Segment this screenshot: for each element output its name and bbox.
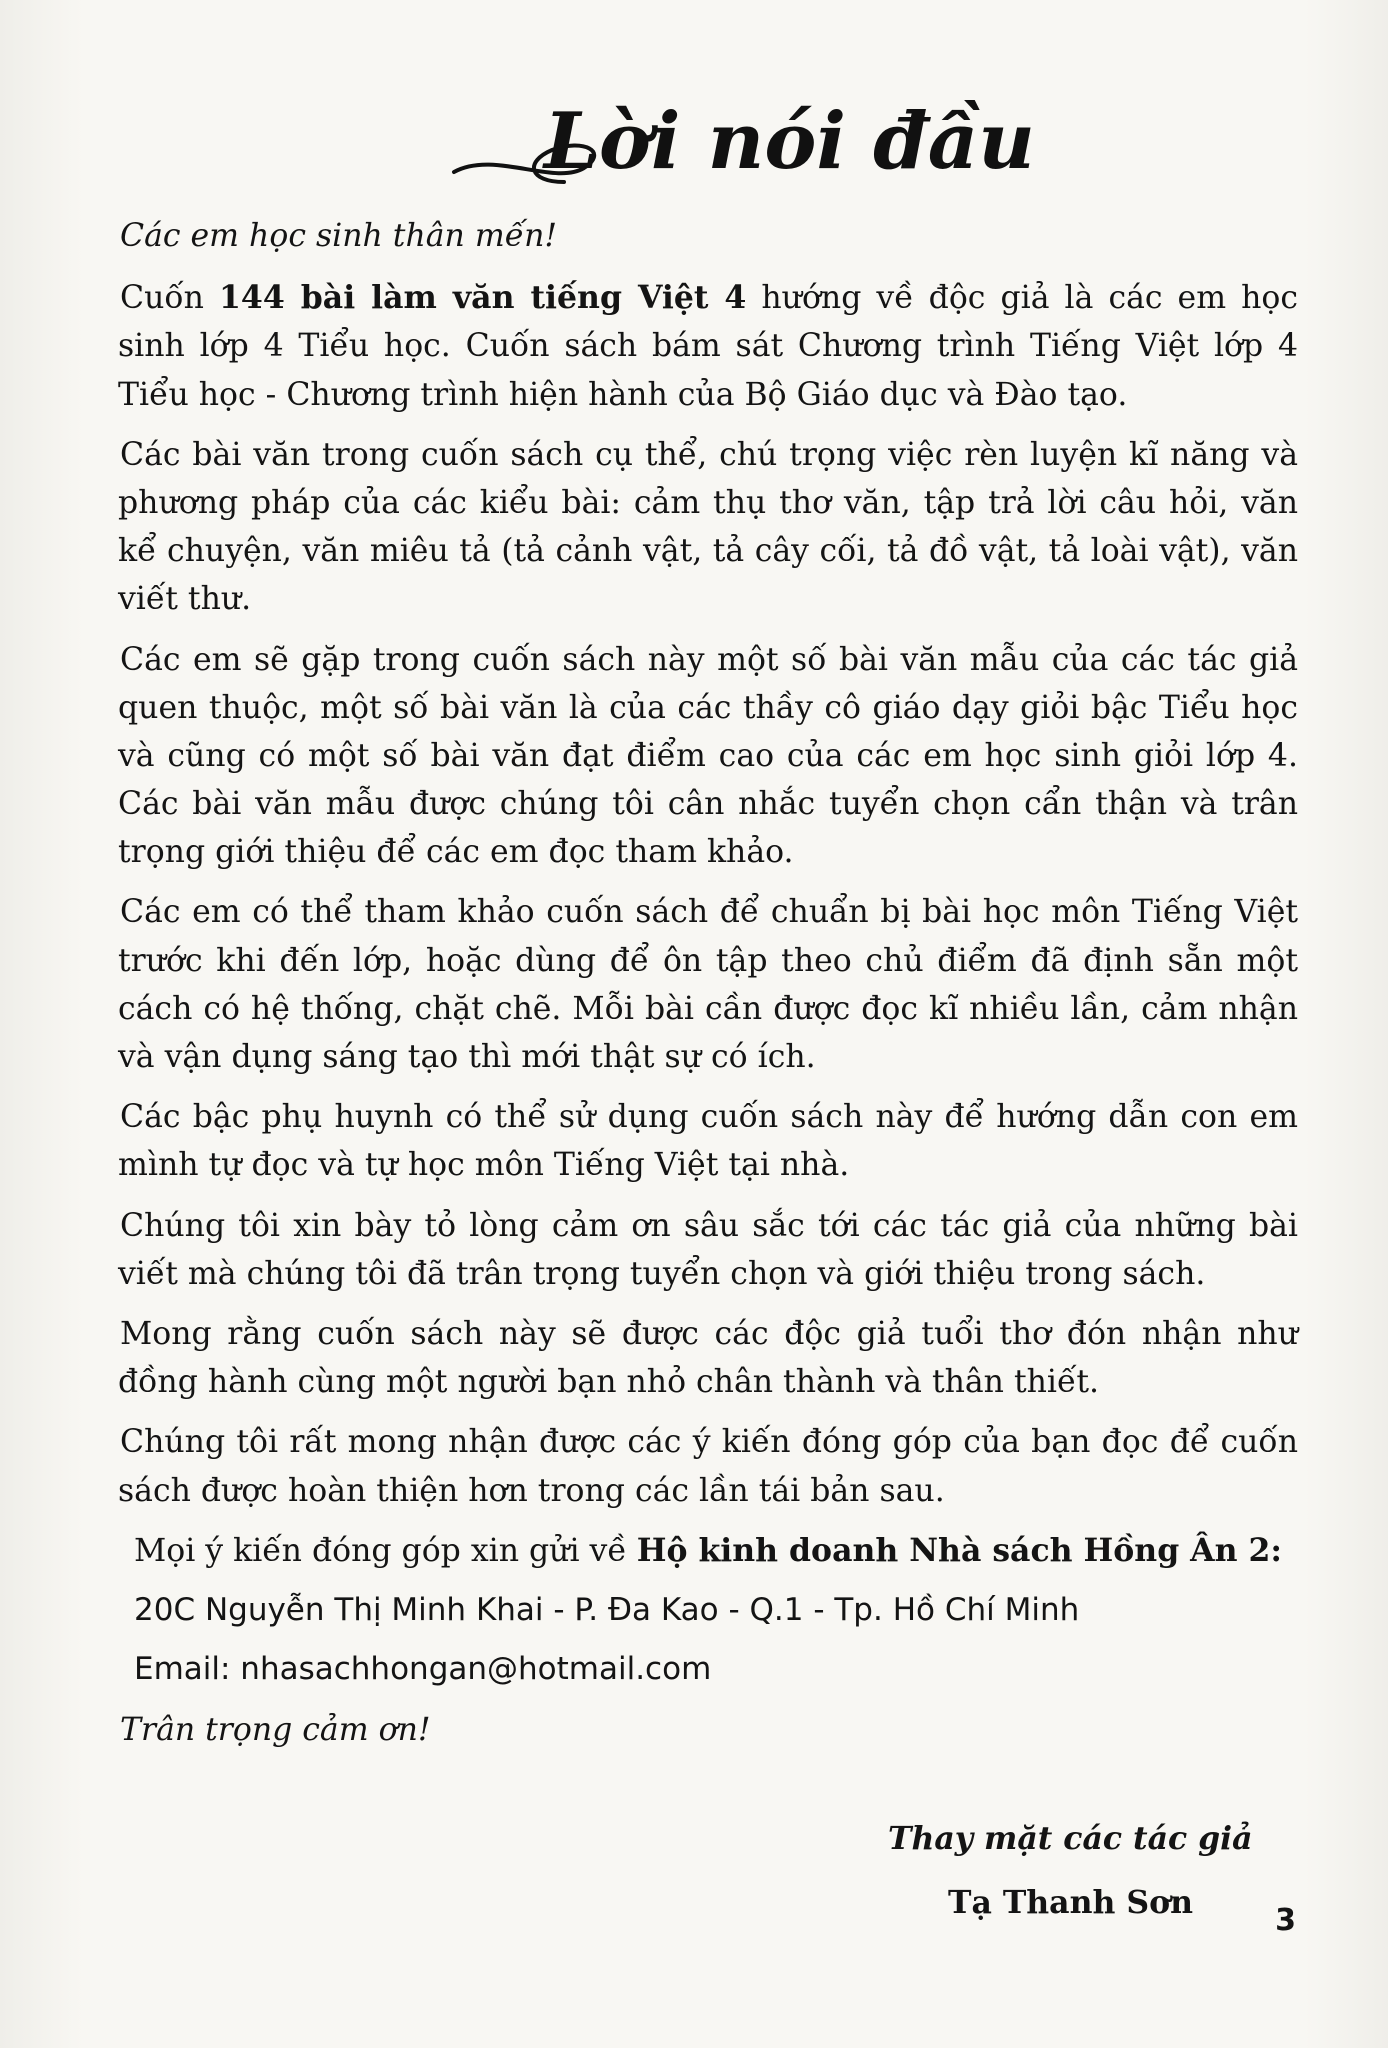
intro-suffix: hướng về độc giả là các em học sinh lớp 4 Tiểu học. Cuốn sách bám sát Chương trình Tiếng Việt lớp 4 Tiểu học - Chương trình hiện hành của Bộ Giáo dục và Đào tạo.	[118, 280, 1299, 413]
greeting: Các em học sinh thân mến!	[120, 218, 558, 254]
page-number: 3	[1275, 1903, 1296, 1938]
signature-role: Thay mặt các tác giả	[888, 1820, 1253, 1857]
intro-paragraph	[118, 274, 1298, 419]
paragraph: Mong rằng cuốn sách này sẽ được các độc giả tuổi thơ đón nhận như đồng hành cùng một người bạn nhỏ chân thành và thân thiết.	[118, 1315, 1298, 1401]
paragraph: Các bài văn trong cuốn sách cụ thể, chú trọng việc rèn luyện kĩ năng và phương pháp của các kiểu bài: cảm thụ thơ văn, tập trả lời câu hỏi, văn kể chuyện, văn miêu tả (tả cảnh vật, tả cây cối, tả đồ vật, tả loài vật), văn viết thư.	[118, 436, 1298, 618]
paragraph: Các em sẽ gặp trong cuốn sách này một số bài văn mẫu của các tác giả quen thuộc, một số bài văn là của các thầy cô giáo dạy giỏi bậc Tiểu học và cũng có một số bài văn đạt điểm cao của các em học sinh giỏi lớp 4. Các bài văn mẫu được chúng tôi cân nhắc tuyển chọn cẩn thận và trân trọng giới thiệu để các em đọc tham khảo.	[118, 641, 1298, 871]
intro-prefix: Cuốn	[120, 280, 219, 317]
paragraph: Chúng tôi rất mong nhận được các ý kiến đóng góp của bạn đọc để cuốn sách được hoàn thiện hơn trong các lần tái bản sau.	[118, 1424, 1298, 1509]
title-calligraphy	[434, 90, 1035, 200]
signature-name: Tạ Thanh Sơn	[948, 1884, 1194, 1921]
paragraph: Chúng tôi xin bày tỏ lòng cảm ơn sâu sắc tới các tác giả của những bài viết mà chúng tôi đã trân trọng tuyển chọn và giới thiệu trong sách.	[118, 1207, 1298, 1292]
contact-line	[132, 1527, 1298, 1575]
page-title: Lời nói đầu	[544, 96, 1035, 187]
publisher-address: 20C Nguyễn Thị Minh Khai - P. Đa Kao - Q.1 - Tp. Hồ Chí Minh	[134, 1591, 1080, 1628]
paragraph: Các bậc phụ huynh có thể sử dụng cuốn sách này để hướng dẫn con em mình tự đọc và tự học môn Tiếng Việt tại nhà.	[118, 1099, 1298, 1184]
page-title-block	[0, 90, 1388, 200]
book-title: 144 bài làm văn tiếng Việt 4	[219, 279, 747, 317]
publisher-name: Hộ kinh doanh Nhà sách Hồng Ân 2:	[636, 1531, 1283, 1569]
closing-line: Trân trọng cảm ơn!	[120, 1711, 431, 1748]
preface-body	[118, 212, 1298, 1766]
paragraph: Các em có thể tham khảo cuốn sách để chuẩn bị bài học môn Tiếng Việt trước khi đến lớp, hoặc dùng để ôn tập theo chủ điểm đã định sẵn một cách có hệ thống, chặt chẽ. Mỗi bài cần được đọc kĩ nhiều lần, cảm nhận và vận dụng sáng tạo thì mới thật sự có ích.	[118, 894, 1298, 1075]
contact-block	[132, 1527, 1298, 1694]
publisher-email: Email: nhasachhongan@hotmail.com	[134, 1651, 712, 1688]
contact-prefix: Mọi ý kiến đóng góp xin gửi về	[134, 1532, 637, 1569]
